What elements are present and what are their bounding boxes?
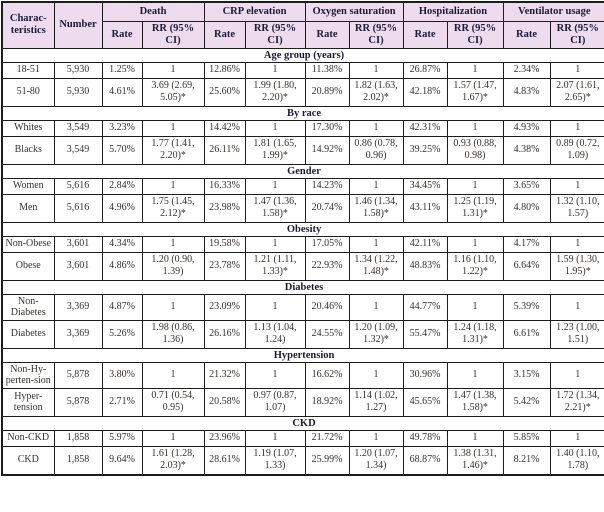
cell-ventilator-rr: 2.07 (1.61, 2.65)*: [550, 78, 604, 106]
cell-ventilator-rr: 1: [550, 430, 604, 446]
cell-hospitalization-rate: 44.77%: [403, 294, 447, 320]
row-label: Non-Hy-perten-sion: [2, 362, 54, 388]
cell-crp-rr: 1.81 (1.65, 1.99)*: [245, 136, 305, 164]
row-number: 3,369: [54, 320, 102, 348]
cell-death-rate: 2.84%: [102, 178, 142, 194]
cell-hospitalization-rr: 1.47 (1.38, 1.58)*: [447, 388, 503, 416]
col-header-number: Number: [54, 2, 102, 48]
cell-death-rate: 9.64%: [102, 446, 142, 475]
col-header-hospitalization-rr: RR (95% CI): [447, 21, 503, 48]
cell-crp-rate: 14.42%: [204, 120, 245, 136]
section-band-row: [2, 164, 604, 178]
section-header-hypertension: Hypertension: [2, 348, 604, 362]
cell-crp-rate: 20.58%: [204, 388, 245, 416]
cell-death-rr: 1.77 (1.41, 2.20)*: [142, 136, 204, 164]
cell-crp-rr: 1.19 (1.07, 1.33): [245, 446, 305, 475]
table-row-blacks: [2, 136, 604, 164]
col-group-hospitalization: Hospitalization: [403, 2, 503, 21]
cell-death-rr: 1: [142, 362, 204, 388]
row-label: Hyper-tension: [2, 388, 54, 416]
col-group-death: Death: [102, 2, 204, 21]
cell-ventilator-rr: 1: [550, 236, 604, 252]
cell-crp-rate: 16.33%: [204, 178, 245, 194]
cell-ventilator-rr: 1: [550, 178, 604, 194]
cell-death-rr: 1: [142, 430, 204, 446]
cell-death-rr: 1: [142, 120, 204, 136]
cell-death-rr: 0.71 (0.54, 0.95): [142, 388, 204, 416]
cell-ventilator-rr: 0.89 (0.72, 1.09): [550, 136, 604, 164]
cell-crp-rate: 12.86%: [204, 62, 245, 78]
cell-crp-rr: 1.21 (1.11, 1.33)*: [245, 252, 305, 280]
row-label: 51-80: [2, 78, 54, 106]
table-row-whites: [2, 120, 604, 136]
cell-hospitalization-rr: 1.57 (1.47, 1.67)*: [447, 78, 503, 106]
cell-crp-rr: 1: [245, 62, 305, 78]
cell-hospitalization-rate: 68.87%: [403, 446, 447, 475]
cell-hospitalization-rate: 42.18%: [403, 78, 447, 106]
cell-hospitalization-rr: 1: [447, 430, 503, 446]
col-group-crp-elevation: CRP elevation: [204, 2, 305, 21]
cell-death-rr: 1: [142, 62, 204, 78]
col-group-ventilator-usage: Ventilator usage: [503, 2, 604, 21]
cell-ventilator-rr: 1: [550, 362, 604, 388]
cell-oxygen-rr: 1: [349, 362, 403, 388]
section-header-age-group-years: Age group (years): [2, 48, 604, 62]
cell-oxygen-rr: 1.46 (1.34, 1.58)*: [349, 194, 403, 222]
row-number: 5,878: [54, 362, 102, 388]
cell-death-rate: 4.34%: [102, 236, 142, 252]
cell-crp-rr: 1.99 (1.80, 2.20)*: [245, 78, 305, 106]
cell-ventilator-rate: 4.17%: [503, 236, 550, 252]
col-header-crp-rr: RR (95% CI): [245, 21, 305, 48]
row-label: Non-CKD: [2, 430, 54, 446]
cell-death-rr: 1: [142, 178, 204, 194]
cell-crp-rate: 23.98%: [204, 194, 245, 222]
row-number: 1,858: [54, 446, 102, 475]
cell-death-rate: 3.80%: [102, 362, 142, 388]
cell-death-rate: 2.71%: [102, 388, 142, 416]
row-label: Non-Diabetes: [2, 294, 54, 320]
table-row-women: [2, 178, 604, 194]
col-header-oxygen-rr: RR (95% CI): [349, 21, 403, 48]
table-row-non-diabetes: [2, 294, 604, 320]
cell-oxygen-rate: 24.55%: [305, 320, 349, 348]
table-row-51-80: [2, 78, 604, 106]
cell-ventilator-rate: 5.85%: [503, 430, 550, 446]
row-label: Men: [2, 194, 54, 222]
col-header-ventilator-rate: Rate: [503, 21, 550, 48]
cell-ventilator-rate: 4.38%: [503, 136, 550, 164]
cell-crp-rate: 21.32%: [204, 362, 245, 388]
cell-oxygen-rate: 16.62%: [305, 362, 349, 388]
cell-death-rate: 4.86%: [102, 252, 142, 280]
cell-death-rate: 5.70%: [102, 136, 142, 164]
cell-ventilator-rate: 6.61%: [503, 320, 550, 348]
row-label: Obese: [2, 252, 54, 280]
cell-crp-rr: 1: [245, 236, 305, 252]
section-band-row: [2, 48, 604, 62]
cell-hospitalization-rate: 48.83%: [403, 252, 447, 280]
row-number: 5,930: [54, 78, 102, 106]
section-header-by-race: By race: [2, 106, 604, 120]
table-row-hyper-tension: [2, 388, 604, 416]
cell-crp-rate: 23.78%: [204, 252, 245, 280]
cell-crp-rr: 1: [245, 294, 305, 320]
section-band-row: [2, 222, 604, 236]
section-band-row: [2, 106, 604, 120]
cell-oxygen-rate: 22.93%: [305, 252, 349, 280]
cell-hospitalization-rr: 1.38 (1.31, 1.46)*: [447, 446, 503, 475]
cell-hospitalization-rr: 1.25 (1.19, 1.31)*: [447, 194, 503, 222]
cell-oxygen-rate: 14.23%: [305, 178, 349, 194]
table-header: [2, 2, 604, 48]
col-header-ventilator-rr: RR (95% CI): [550, 21, 604, 48]
cell-ventilator-rate: 3.15%: [503, 362, 550, 388]
cell-oxygen-rate: 11.38%: [305, 62, 349, 78]
row-number: 5,616: [54, 194, 102, 222]
col-header-death-rr: RR (95% CI): [142, 21, 204, 48]
cell-oxygen-rr: 1.14 (1.02, 1.27): [349, 388, 403, 416]
cell-ventilator-rr: 1.40 (1.10, 1.78): [550, 446, 604, 475]
cell-crp-rate: 23.09%: [204, 294, 245, 320]
col-header-hospitalization-rate: Rate: [403, 21, 447, 48]
cell-crp-rate: 26.16%: [204, 320, 245, 348]
cell-ventilator-rate: 2.34%: [503, 62, 550, 78]
cell-hospitalization-rate: 42.31%: [403, 120, 447, 136]
cell-oxygen-rate: 20.46%: [305, 294, 349, 320]
cell-crp-rr: 1: [245, 120, 305, 136]
cell-death-rate: 4.96%: [102, 194, 142, 222]
cell-oxygen-rr: 1.20 (1.09, 1.32)*: [349, 320, 403, 348]
row-number: 3,369: [54, 294, 102, 320]
cell-oxygen-rr: 1.20 (1.07, 1.34): [349, 446, 403, 475]
cell-hospitalization-rr: 1.16 (1.10, 1.22)*: [447, 252, 503, 280]
cell-death-rr: 3.69 (2.69, 5.05)*: [142, 78, 204, 106]
cell-death-rate: 5.97%: [102, 430, 142, 446]
cell-hospitalization-rr: 1: [447, 178, 503, 194]
section-header-diabetes: Diabetes: [2, 280, 604, 294]
cell-hospitalization-rate: 43.11%: [403, 194, 447, 222]
cell-death-rr: 1: [142, 294, 204, 320]
table-row-18-51: [2, 62, 604, 78]
row-number: 3,549: [54, 136, 102, 164]
cell-hospitalization-rr: 1.24 (1.18, 1.31)*: [447, 320, 503, 348]
cell-oxygen-rr: 0.86 (0.78, 0.96): [349, 136, 403, 164]
row-label: Whites: [2, 120, 54, 136]
cell-hospitalization-rr: 0.93 (0.88, 0.98): [447, 136, 503, 164]
cell-ventilator-rate: 5.42%: [503, 388, 550, 416]
cell-oxygen-rr: 1: [349, 430, 403, 446]
cell-ventilator-rr: 1.72 (1.34, 2.21)*: [550, 388, 604, 416]
cell-ventilator-rate: 4.93%: [503, 120, 550, 136]
cell-death-rr: 1.20 (0.90, 1.39): [142, 252, 204, 280]
cell-ventilator-rate: 5.39%: [503, 294, 550, 320]
section-header-ckd: CKD: [2, 416, 604, 430]
row-label: 18-51: [2, 62, 54, 78]
cell-oxygen-rate: 14.92%: [305, 136, 349, 164]
cell-hospitalization-rr: 1: [447, 294, 503, 320]
cell-oxygen-rate: 18.92%: [305, 388, 349, 416]
cell-death-rr: 1.75 (1.45, 2.12)*: [142, 194, 204, 222]
row-number: 5,930: [54, 62, 102, 78]
section-band-row: [2, 416, 604, 430]
table-row-diabetes: [2, 320, 604, 348]
table-row-ckd: [2, 446, 604, 475]
cell-crp-rate: 28.61%: [204, 446, 245, 475]
row-label: Blacks: [2, 136, 54, 164]
cell-hospitalization-rate: 34.45%: [403, 178, 447, 194]
cell-hospitalization-rate: 49.78%: [403, 430, 447, 446]
cell-hospitalization-rate: 39.25%: [403, 136, 447, 164]
table-body: [2, 48, 604, 475]
cell-crp-rate: 23.96%: [204, 430, 245, 446]
outcomes-statistics-table: [1, 1, 604, 476]
cell-hospitalization-rate: 30.96%: [403, 362, 447, 388]
cell-death-rate: 3.23%: [102, 120, 142, 136]
cell-ventilator-rate: 8.21%: [503, 446, 550, 475]
cell-oxygen-rate: 21.72%: [305, 430, 349, 446]
row-label: Non-Obese: [2, 236, 54, 252]
row-number: 3,601: [54, 252, 102, 280]
cell-death-rate: 4.87%: [102, 294, 142, 320]
section-header-gender: Gender: [2, 164, 604, 178]
cell-hospitalization-rate: 45.65%: [403, 388, 447, 416]
cell-death-rate: 1.25%: [102, 62, 142, 78]
row-number: 5,878: [54, 388, 102, 416]
cell-oxygen-rate: 17.30%: [305, 120, 349, 136]
row-label: Women: [2, 178, 54, 194]
cell-ventilator-rate: 4.80%: [503, 194, 550, 222]
cell-crp-rr: 1: [245, 362, 305, 388]
cell-hospitalization-rate: 42.11%: [403, 236, 447, 252]
cell-crp-rate: 19.58%: [204, 236, 245, 252]
cell-hospitalization-rate: 26.87%: [403, 62, 447, 78]
cell-crp-rr: 0.97 (0.87, 1.07): [245, 388, 305, 416]
col-group-oxygen-saturation: Oxygen saturation: [305, 2, 403, 21]
table-row-obese: [2, 252, 604, 280]
cell-ventilator-rr: 1.23 (1.00, 1.51): [550, 320, 604, 348]
table-row-non-hy-perten-sion: [2, 362, 604, 388]
col-header-characteristics: Charac-teristics: [2, 2, 54, 48]
cell-oxygen-rr: 1: [349, 178, 403, 194]
cell-death-rr: 1.61 (1.28, 2.03)*: [142, 446, 204, 475]
row-label: CKD: [2, 446, 54, 475]
row-number: 5,616: [54, 178, 102, 194]
cell-oxygen-rr: 1: [349, 294, 403, 320]
cell-crp-rate: 26.11%: [204, 136, 245, 164]
cell-oxygen-rr: 1.34 (1.22, 1.48)*: [349, 252, 403, 280]
table-row-men: [2, 194, 604, 222]
cell-hospitalization-rr: 1: [447, 362, 503, 388]
cell-ventilator-rate: 6.64%: [503, 252, 550, 280]
row-number: 3,601: [54, 236, 102, 252]
section-band-row: [2, 348, 604, 362]
cell-oxygen-rr: 1: [349, 62, 403, 78]
cell-ventilator-rate: 3.65%: [503, 178, 550, 194]
cell-ventilator-rr: 1: [550, 120, 604, 136]
cell-oxygen-rr: 1: [349, 120, 403, 136]
cell-crp-rate: 25.60%: [204, 78, 245, 106]
cell-oxygen-rate: 25.99%: [305, 446, 349, 475]
cell-death-rr: 1.98 (0.86, 1.36): [142, 320, 204, 348]
cell-crp-rr: 1: [245, 430, 305, 446]
section-band-row: [2, 280, 604, 294]
cell-oxygen-rate: 20.89%: [305, 78, 349, 106]
table-row-non-ckd: [2, 430, 604, 446]
cell-ventilator-rate: 4.83%: [503, 78, 550, 106]
cell-hospitalization-rr: 1: [447, 236, 503, 252]
cell-ventilator-rr: 1: [550, 62, 604, 78]
cell-hospitalization-rr: 1: [447, 120, 503, 136]
section-header-obesity: Obesity: [2, 222, 604, 236]
cell-ventilator-rr: 1.59 (1.30, 1.95)*: [550, 252, 604, 280]
cell-hospitalization-rate: 55.47%: [403, 320, 447, 348]
cell-death-rate: 4.61%: [102, 78, 142, 106]
col-header-oxygen-rate: Rate: [305, 21, 349, 48]
cell-crp-rr: 1.47 (1.36, 1.58)*: [245, 194, 305, 222]
cell-oxygen-rate: 20.74%: [305, 194, 349, 222]
row-number: 3,549: [54, 120, 102, 136]
cell-ventilator-rr: 1: [550, 294, 604, 320]
cell-crp-rr: 1: [245, 178, 305, 194]
cell-hospitalization-rr: 1: [447, 62, 503, 78]
col-header-death-rate: Rate: [102, 21, 142, 48]
cell-crp-rr: 1.13 (1.04, 1.24): [245, 320, 305, 348]
cell-oxygen-rr: 1.82 (1.63, 2.02)*: [349, 78, 403, 106]
cell-ventilator-rr: 1.32 (1.10, 1.57): [550, 194, 604, 222]
col-header-crp-rate: Rate: [204, 21, 245, 48]
cell-oxygen-rate: 17.05%: [305, 236, 349, 252]
row-number: 1,858: [54, 430, 102, 446]
cell-death-rate: 5.26%: [102, 320, 142, 348]
row-label: Diabetes: [2, 320, 54, 348]
table-row-non-obese: [2, 236, 604, 252]
cell-oxygen-rr: 1: [349, 236, 403, 252]
cell-death-rr: 1: [142, 236, 204, 252]
